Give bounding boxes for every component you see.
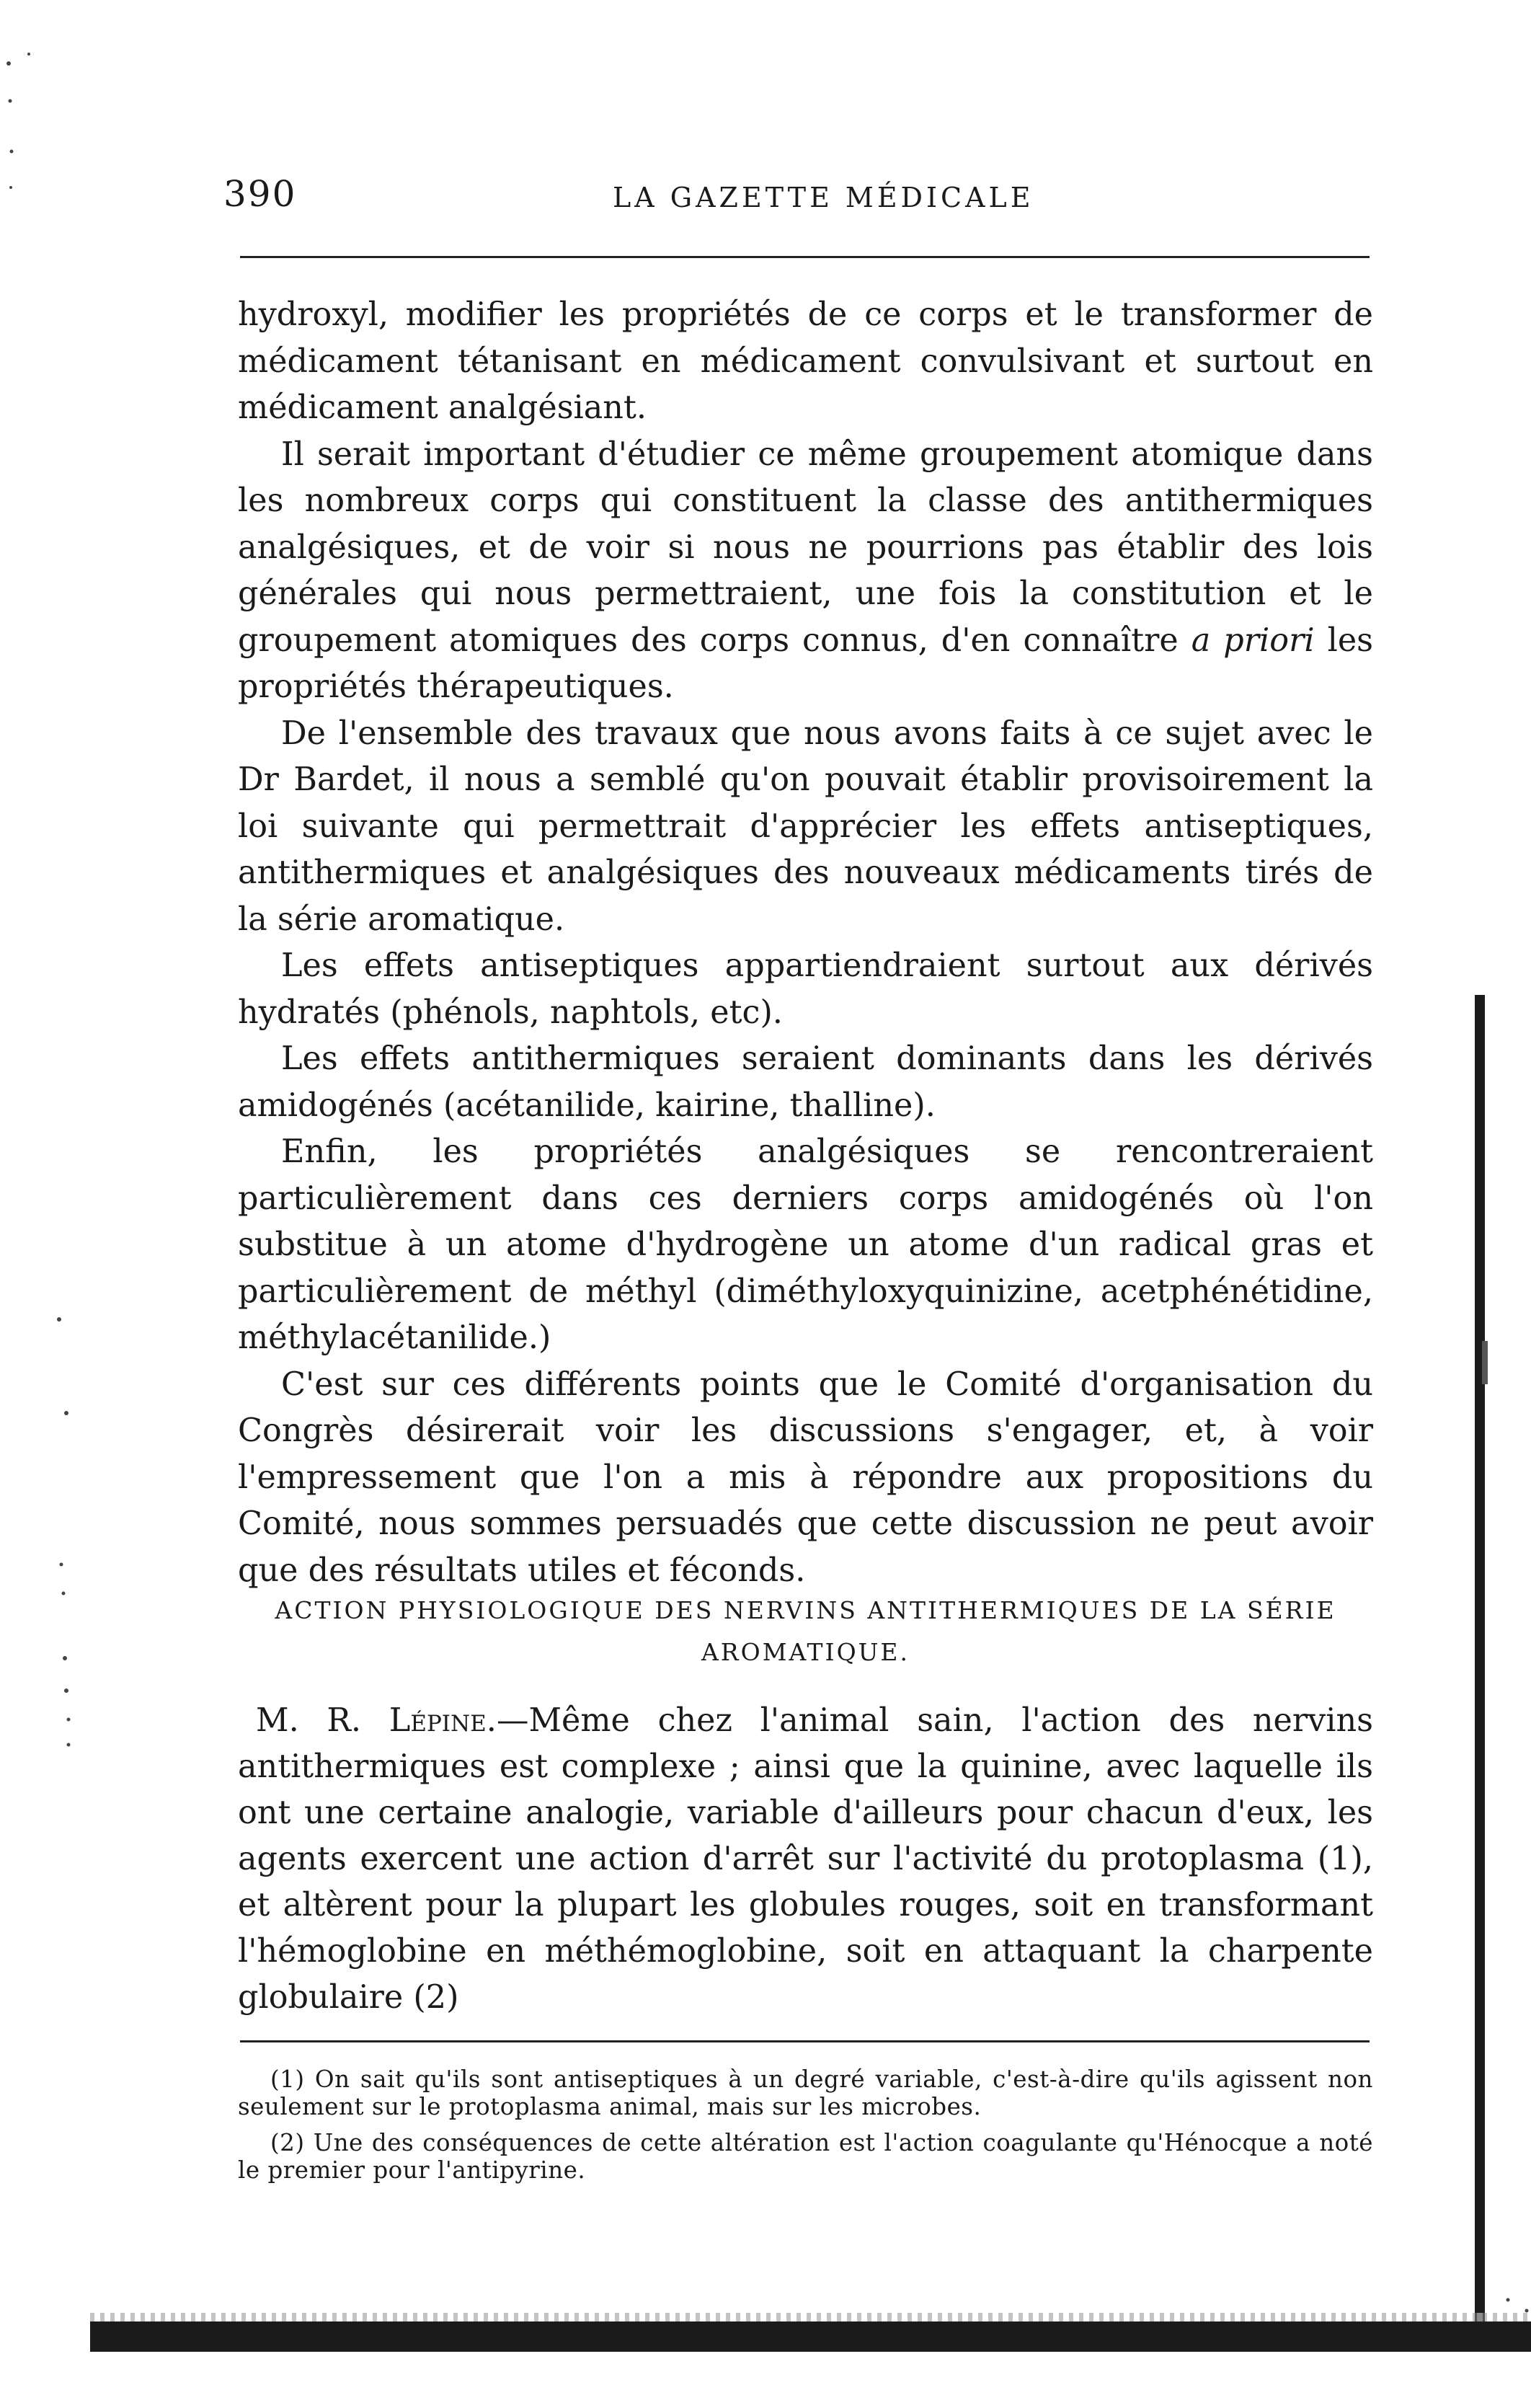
journal-title: LA GAZETTE MÉDICALE [613,182,1034,213]
footnote-rule [240,2040,1370,2042]
speaker-name: M. R. Lépine. [256,1702,497,1739]
paragraph: C'est sur ces différents points que le Comité d'organisation du Congrès désirerait voir les discussions s'engager, et, à voir l'empressement que l'on a mis à répondre aux propositions du Comité, nous sommes persuadés que cette discussion ne peut avoir que des résultats utiles et féconds. [238,1365,1373,1589]
footnote: (2) Une des conséquences de cette altération est l'action coagulante qu'Hénocque a noté le premier pour l'antipyrine. [238,2129,1373,2184]
paragraph: De l'ensemble des travaux que nous avons faits à ce sujet avec le Dr Bardet, il nous a semblé qu'on pouvait établir provisoirement la loi suivante qui permettrait d'apprécier les effets antiseptiques, antithermiques et analgésiques des nouveaux médicaments tirés de la série aromatique. [238,714,1373,938]
paragraph-text: les propriétés thérapeutiques. [238,621,1373,705]
scan-shadow-bar [90,2321,1531,2352]
footnote: (1) On sait qu'ils sont antiseptiques à un degré variable, c'est-à-dire qu'ils agissent non seulement sur le protoplasma animal, mais sur les microbes. [238,2066,1373,2120]
paragraph: Les effets antithermiques seraient dominants dans les dérivés amidogénés (acétanilide, kairine, thalline). [238,1040,1373,1124]
paragraph-text: —Même chez l'animal sain, l'action des nervins antithermiques est complexe ; ainsi que la quinine, avec laquelle ils ont une certaine analogie, variable d'ailleurs pour chacun d'eux, les agents exercent une action d'arrêt sur l'activité du protoplasma (1), et altèrent pour la plupart les globules rouges, soit en transformant l'hémoglobine en méthémoglobine, soit en attaquant la charpente globulaire (2) [238,1702,1373,2016]
header-rule [240,256,1370,258]
scan-noise-band [90,2313,1531,2321]
body-text [238,292,1373,1594]
italic-phrase: a priori [1191,621,1315,659]
paragraph: hydroxyl, modifier les propriétés de ce corps et le transformer de médicament tétanisant en médicament convulsivant et surtout en médicament analgésiant. [238,296,1373,426]
paragraph: Les effets antiseptiques appartiendraient surtout aux dérivés hydratés (phénols, naphtols, etc). [238,947,1373,1031]
paragraph: Enfin, les propriétés analgésiques se rencontreraient particulièrement dans ces derniers corps amidogénés où l'on substitue à un atome d'hydrogène un atome d'un radical gras et particulièrement de méthyl (diméthyloxyquinizine, acetphénétidine, méthylacétanilide.) [238,1133,1373,1356]
running-head [223,173,1370,231]
paragraph-text: Il serait important d'étudier ce même groupement atomique dans les nombreux corps qui constituent la classe des antithermiques analgésiques, et de voir si nous ne pourrions pas établir des lois générales qui nous permettraient, une fois la constitution et le groupement atomiques des corps connus, d'en connaître [238,435,1373,659]
paragraph [238,432,1373,711]
footnotes [238,2066,1373,2192]
page-number: 390 [223,173,297,215]
paragraph [238,1698,1373,2021]
section-heading: ACTION PHYSIOLOGIQUE DES NERVINS ANTITHERMIQUES DE LA SÉRIE AROMATIQUE. [275,1596,1336,1666]
scan-shadow-edge [1475,995,1485,2350]
section-text [238,1698,1373,2021]
scan-shadow-fragment [1482,1341,1488,1384]
